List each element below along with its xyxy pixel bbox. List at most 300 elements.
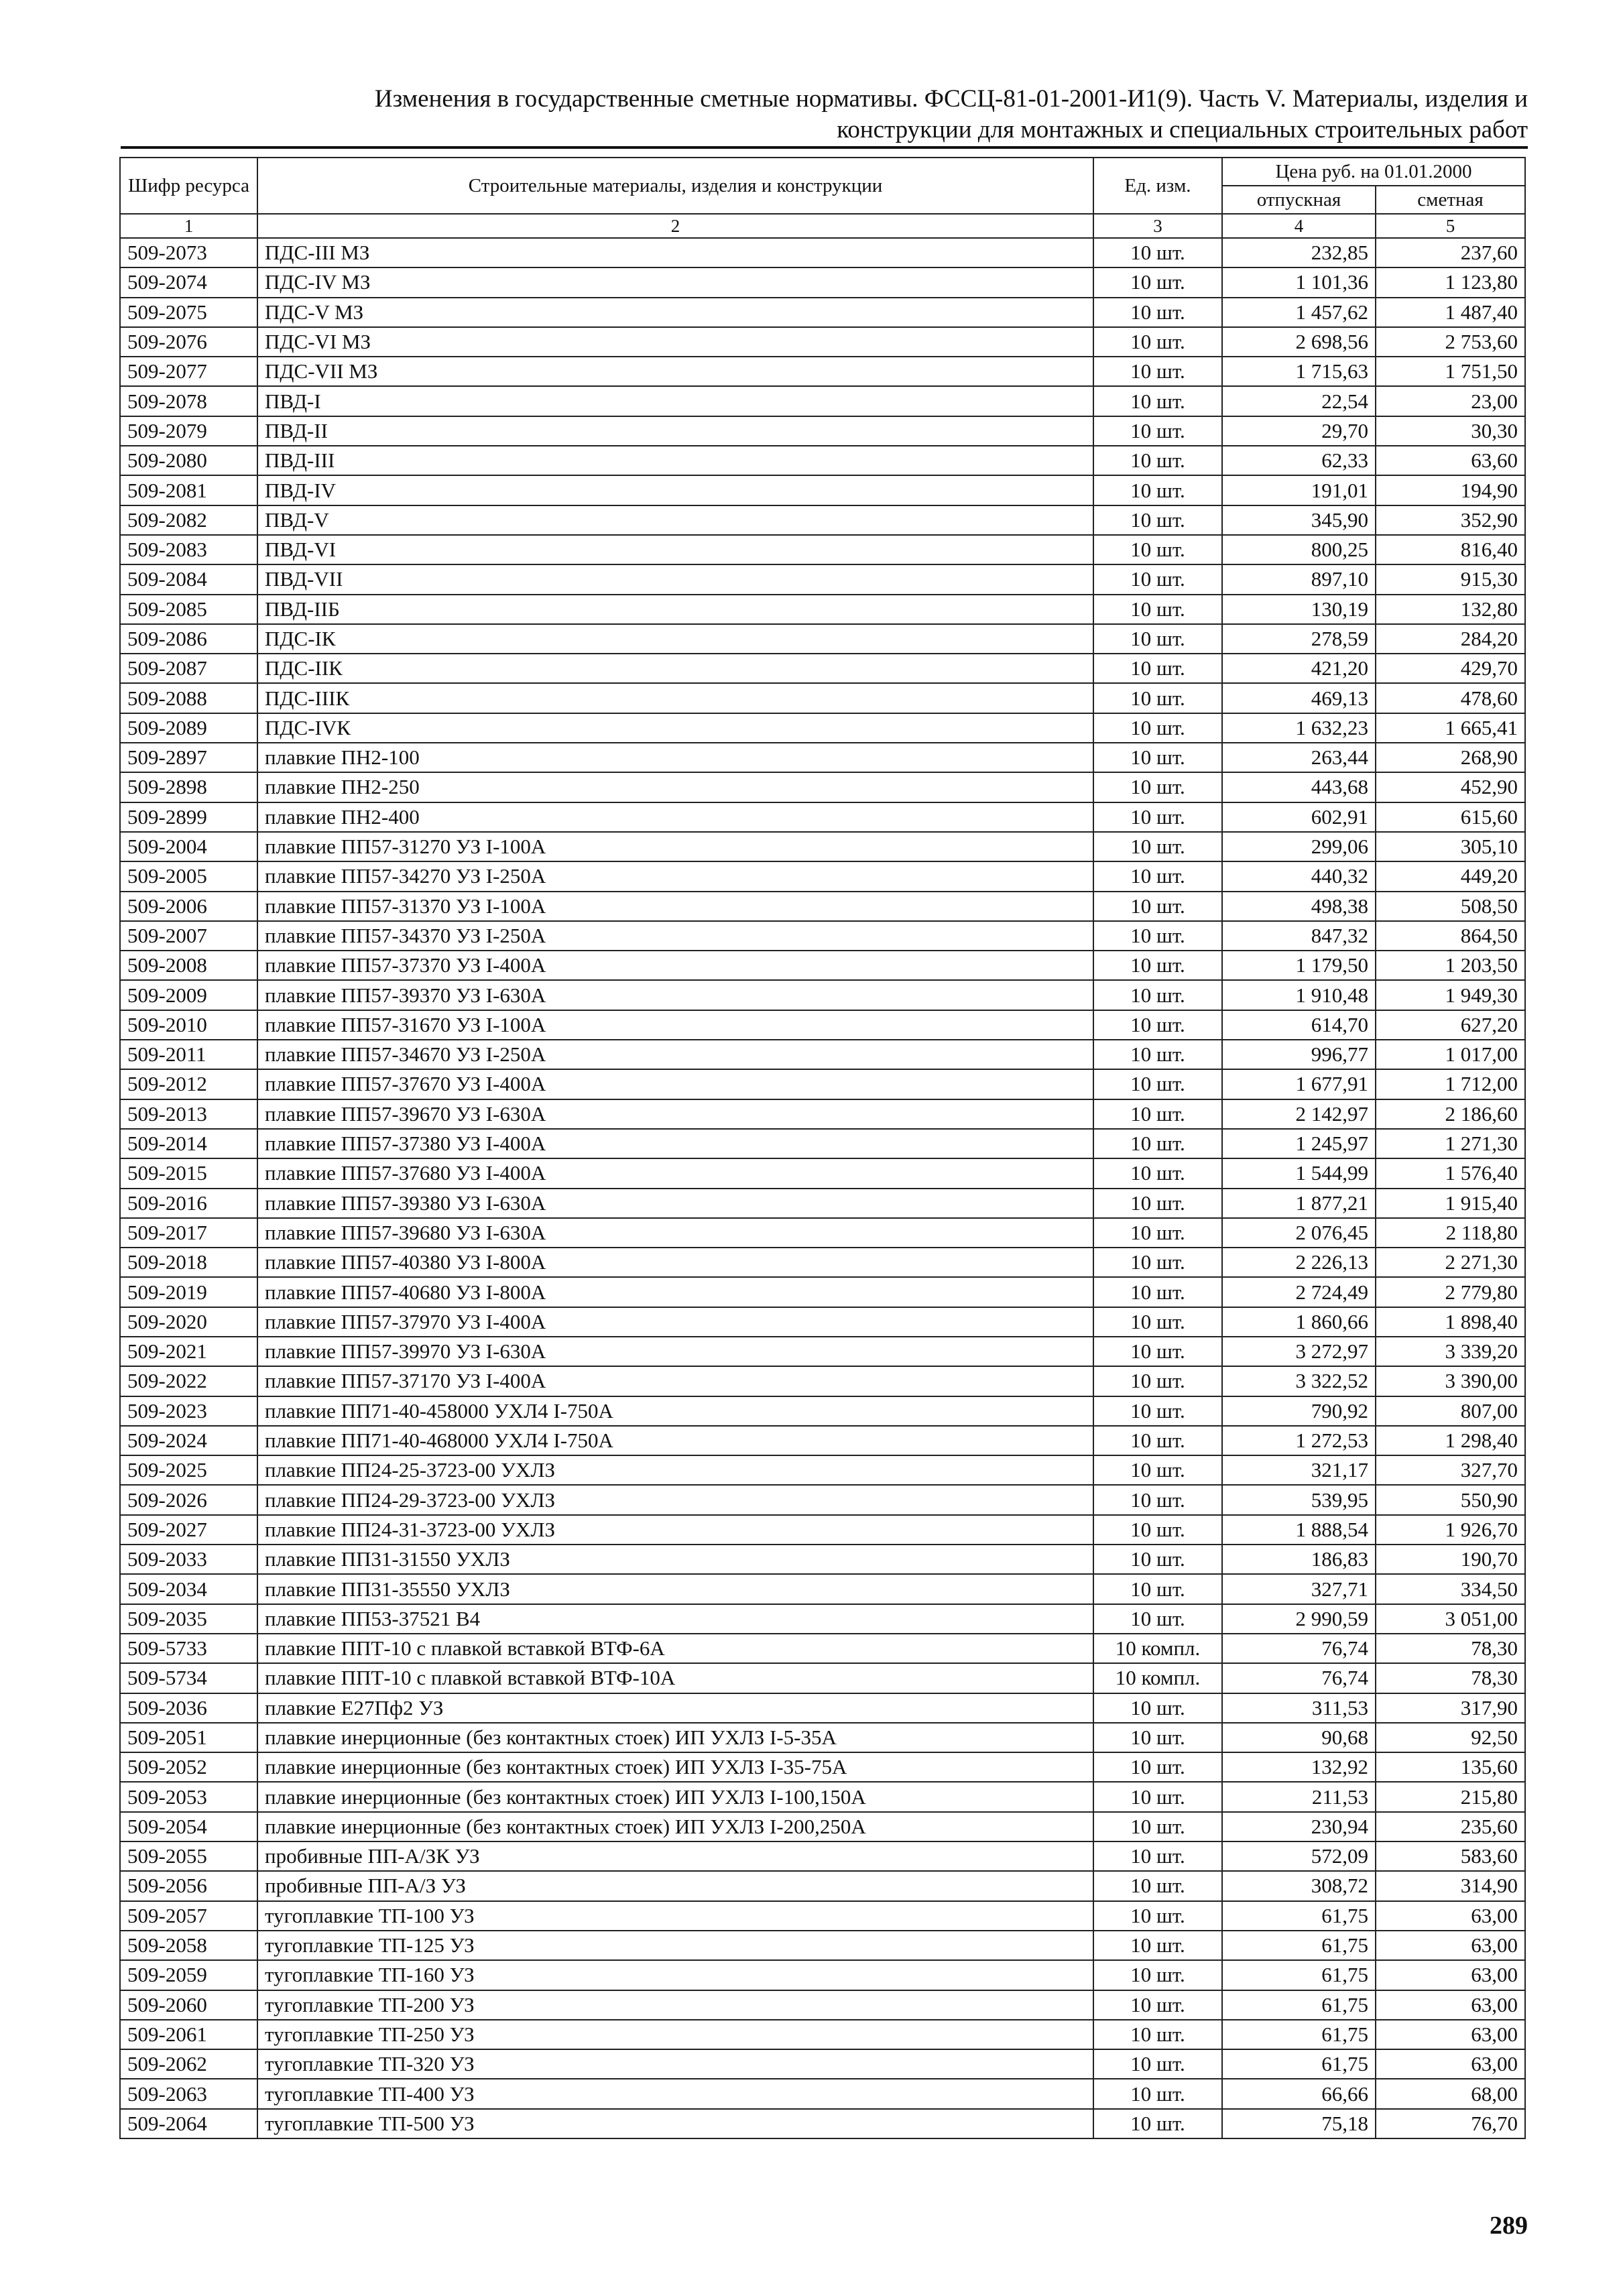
- table-row: [120, 1723, 1525, 1752]
- cell-release-price: 996,77: [1222, 1040, 1376, 1069]
- cell-resource-code: 509-2017: [120, 1218, 257, 1248]
- cell-unit: 10 шт.: [1093, 1396, 1222, 1426]
- cell-material-name: плавкие Е27Пф2 УЗ: [257, 1693, 1093, 1723]
- cell-material-name: плавкие ПП31-31550 УХЛЗ: [257, 1545, 1093, 1574]
- cell-unit: 10 шт.: [1093, 327, 1222, 357]
- cell-unit: 10 шт.: [1093, 267, 1222, 297]
- cell-release-price: 75,18: [1222, 2109, 1376, 2138]
- table-row: [120, 980, 1525, 1010]
- cell-material-name: ПВД-IIБ: [257, 595, 1093, 624]
- cell-resource-code: 509-2086: [120, 624, 257, 654]
- cell-estimate-price: 478,60: [1376, 683, 1525, 713]
- cell-material-name: ПВД-VII: [257, 564, 1093, 594]
- page-header-line-1: Изменения в государственные сметные нормативы. ФССЦ-81-01-2001-И1(9). Часть V. Материалы, изделия и: [374, 85, 1528, 113]
- cell-estimate-price: 2 753,60: [1376, 327, 1525, 357]
- cell-unit: 10 шт.: [1093, 951, 1222, 980]
- cell-material-name: плавкие ПП57-40680 УЗ I-800А: [257, 1277, 1093, 1307]
- cell-estimate-price: 1 926,70: [1376, 1515, 1525, 1545]
- table-row: [120, 683, 1525, 713]
- cell-release-price: 211,53: [1222, 1782, 1376, 1811]
- cell-release-price: 1 677,91: [1222, 1069, 1376, 1099]
- table-row: [120, 1841, 1525, 1871]
- cell-resource-code: 509-2060: [120, 1990, 257, 2020]
- table-row: [120, 505, 1525, 535]
- cell-estimate-price: 268,90: [1376, 743, 1525, 772]
- cell-material-name: ПДС-VII МЗ: [257, 357, 1093, 386]
- cell-release-price: 90,68: [1222, 1723, 1376, 1752]
- cell-resource-code: 509-2021: [120, 1337, 257, 1366]
- cell-resource-code: 509-2085: [120, 595, 257, 624]
- cell-unit: 10 шт.: [1093, 624, 1222, 654]
- cell-release-price: 327,71: [1222, 1574, 1376, 1604]
- cell-material-name: плавкие ПП57-34370 УЗ I-250А: [257, 921, 1093, 951]
- cell-resource-code: 509-2006: [120, 892, 257, 921]
- cell-unit: 10 шт.: [1093, 1990, 1222, 2020]
- cell-unit: 10 шт.: [1093, 861, 1222, 891]
- table-row: [120, 1752, 1525, 1782]
- cell-release-price: 1 457,62: [1222, 298, 1376, 327]
- table-row: [120, 416, 1525, 446]
- cell-material-name: плавкие ПП57-39970 УЗ I-630А: [257, 1337, 1093, 1366]
- cell-estimate-price: 1 949,30: [1376, 980, 1525, 1010]
- cell-material-name: ПВД-IV: [257, 475, 1093, 505]
- cell-estimate-price: 1 915,40: [1376, 1189, 1525, 1218]
- cell-release-price: 443,68: [1222, 772, 1376, 802]
- cell-release-price: 469,13: [1222, 683, 1376, 713]
- cell-estimate-price: 429,70: [1376, 654, 1525, 683]
- cell-material-name: плавкие ПП24-25-3723-00 УХЛЗ: [257, 1455, 1093, 1485]
- cell-unit: 10 шт.: [1093, 238, 1222, 267]
- cell-release-price: 1 877,21: [1222, 1189, 1376, 1218]
- cell-estimate-price: 1 751,50: [1376, 357, 1525, 386]
- cell-estimate-price: 305,10: [1376, 832, 1525, 861]
- cell-release-price: 1 272,53: [1222, 1426, 1376, 1455]
- table-row: [120, 357, 1525, 386]
- cell-unit: 10 шт.: [1093, 1901, 1222, 1931]
- cell-estimate-price: 352,90: [1376, 505, 1525, 535]
- cell-estimate-price: 615,60: [1376, 802, 1525, 832]
- cell-estimate-price: 63,00: [1376, 1901, 1525, 1931]
- table-row: [120, 1931, 1525, 1960]
- cell-material-name: пробивные ПП-А/ЗК УЗ: [257, 1841, 1093, 1871]
- table-row: [120, 1693, 1525, 1723]
- table-row: [120, 535, 1525, 564]
- cell-resource-code: 509-2022: [120, 1366, 257, 1396]
- cell-resource-code: 509-2016: [120, 1189, 257, 1218]
- table-row: [120, 1189, 1525, 1218]
- table-row: [120, 327, 1525, 357]
- cell-release-price: 2 226,13: [1222, 1248, 1376, 1277]
- cell-estimate-price: 68,00: [1376, 2079, 1525, 2108]
- cell-release-price: 2 142,97: [1222, 1099, 1376, 1129]
- cell-resource-code: 509-2052: [120, 1752, 257, 1782]
- cell-release-price: 3 322,52: [1222, 1366, 1376, 1396]
- cell-resource-code: 509-2089: [120, 713, 257, 743]
- cell-unit: 10 шт.: [1093, 1723, 1222, 1752]
- table-row: [120, 892, 1525, 921]
- cell-release-price: 191,01: [1222, 475, 1376, 505]
- cell-resource-code: 509-2024: [120, 1426, 257, 1455]
- table-row: [120, 1307, 1525, 1337]
- page-number: 289: [1490, 2212, 1528, 2240]
- table-row: [120, 564, 1525, 594]
- cell-estimate-price: 3 390,00: [1376, 1366, 1525, 1396]
- cell-estimate-price: 2 118,80: [1376, 1218, 1525, 1248]
- cell-material-name: плавкие ПН2-400: [257, 802, 1093, 832]
- table-row: [120, 1960, 1525, 1990]
- cell-material-name: плавкие ПП53-37521 В4: [257, 1604, 1093, 1634]
- column-header-release-price: отпускная: [1222, 186, 1376, 214]
- cell-unit: 10 шт.: [1093, 1307, 1222, 1337]
- cell-release-price: 66,66: [1222, 2079, 1376, 2108]
- table-row: [120, 1396, 1525, 1426]
- cell-unit: 10 шт.: [1093, 1158, 1222, 1188]
- cell-unit: 10 шт.: [1093, 1574, 1222, 1604]
- cell-unit: 10 шт.: [1093, 1782, 1222, 1811]
- price-table: [119, 157, 1526, 2139]
- cell-estimate-price: 2 271,30: [1376, 1248, 1525, 1277]
- table-row: [120, 802, 1525, 832]
- column-header-code: Шифр ресурса: [120, 158, 257, 214]
- page-header-line-2: конструкции для монтажных и специальных строительных работ: [837, 116, 1528, 143]
- cell-estimate-price: 3 339,20: [1376, 1337, 1525, 1366]
- cell-unit: 10 шт.: [1093, 1604, 1222, 1634]
- cell-release-price: 61,75: [1222, 1901, 1376, 1931]
- table-row: [120, 267, 1525, 297]
- cell-resource-code: 509-2007: [120, 921, 257, 951]
- table-row: [120, 1218, 1525, 1248]
- cell-resource-code: 509-2059: [120, 1960, 257, 1990]
- cell-material-name: ПВД-VI: [257, 535, 1093, 564]
- cell-material-name: плавкие ППТ-10 с плавкой вставкой ВТФ-10А: [257, 1663, 1093, 1693]
- cell-estimate-price: 30,30: [1376, 416, 1525, 446]
- cell-release-price: 29,70: [1222, 416, 1376, 446]
- cell-unit: 10 шт.: [1093, 298, 1222, 327]
- cell-unit: 10 шт.: [1093, 980, 1222, 1010]
- cell-estimate-price: 915,30: [1376, 564, 1525, 594]
- cell-unit: 10 шт.: [1093, 595, 1222, 624]
- cell-estimate-price: 1 576,40: [1376, 1158, 1525, 1188]
- cell-estimate-price: 1 017,00: [1376, 1040, 1525, 1069]
- table-row: [120, 1248, 1525, 1277]
- cell-material-name: ПДС-III МЗ: [257, 238, 1093, 267]
- table-row: [120, 386, 1525, 416]
- cell-material-name: ПДС-IIК: [257, 654, 1093, 683]
- cell-unit: 10 шт.: [1093, 921, 1222, 951]
- cell-resource-code: 509-2063: [120, 2079, 257, 2108]
- cell-release-price: 62,33: [1222, 446, 1376, 475]
- table-row: [120, 921, 1525, 951]
- table-row: [120, 1990, 1525, 2020]
- column-header-unit: Ед. изм.: [1093, 158, 1222, 214]
- cell-release-price: 186,83: [1222, 1545, 1376, 1574]
- table-row: [120, 743, 1525, 772]
- cell-unit: 10 шт.: [1093, 2079, 1222, 2108]
- column-header-price-group: Цена руб. на 01.01.2000: [1222, 158, 1525, 186]
- cell-estimate-price: 132,80: [1376, 595, 1525, 624]
- cell-unit: 10 шт.: [1093, 535, 1222, 564]
- cell-material-name: пробивные ПП-А/З УЗ: [257, 1871, 1093, 1900]
- cell-unit: 10 шт.: [1093, 832, 1222, 861]
- cell-resource-code: 509-2018: [120, 1248, 257, 1277]
- table-body: [120, 238, 1525, 2138]
- cell-estimate-price: 452,90: [1376, 772, 1525, 802]
- cell-material-name: плавкие инерционные (без контактных стоек) ИП УХЛЗ I-200,250А: [257, 1812, 1093, 1841]
- cell-material-name: плавкие ПП31-35550 УХЛЗ: [257, 1574, 1093, 1604]
- table-row: [120, 2049, 1525, 2079]
- cell-material-name: ПДС-IVК: [257, 713, 1093, 743]
- cell-material-name: ПДС-IV МЗ: [257, 267, 1093, 297]
- cell-unit: 10 шт.: [1093, 1069, 1222, 1099]
- cell-estimate-price: 1 712,00: [1376, 1069, 1525, 1099]
- cell-unit: 10 шт.: [1093, 1693, 1222, 1723]
- cell-resource-code: 509-2077: [120, 357, 257, 386]
- cell-estimate-price: 190,70: [1376, 1545, 1525, 1574]
- cell-estimate-price: 1 487,40: [1376, 298, 1525, 327]
- cell-material-name: плавкие ПП24-29-3723-00 УХЛЗ: [257, 1485, 1093, 1514]
- cell-material-name: тугоплавкие ТП-125 УЗ: [257, 1931, 1093, 1960]
- table-row: [120, 1545, 1525, 1574]
- cell-unit: 10 шт.: [1093, 1426, 1222, 1455]
- cell-unit: 10 шт.: [1093, 564, 1222, 594]
- cell-material-name: ПВД-V: [257, 505, 1093, 535]
- cell-unit: 10 шт.: [1093, 2049, 1222, 2079]
- table-row: [120, 713, 1525, 743]
- cell-release-price: 61,75: [1222, 2020, 1376, 2049]
- cell-resource-code: 509-2899: [120, 802, 257, 832]
- cell-resource-code: 509-2014: [120, 1129, 257, 1158]
- cell-material-name: плавкие ПП57-37970 УЗ I-400А: [257, 1307, 1093, 1337]
- cell-material-name: плавкие ПП57-39670 УЗ I-630А: [257, 1099, 1093, 1129]
- cell-material-name: плавкие ПП71-40-458000 УХЛ4 I-750А: [257, 1396, 1093, 1426]
- cell-release-price: 132,92: [1222, 1752, 1376, 1782]
- cell-release-price: 130,19: [1222, 595, 1376, 624]
- cell-unit: 10 шт.: [1093, 1485, 1222, 1514]
- table-row: [120, 1010, 1525, 1040]
- cell-estimate-price: 807,00: [1376, 1396, 1525, 1426]
- table-row: [120, 1366, 1525, 1396]
- cell-material-name: ПВД-III: [257, 446, 1093, 475]
- cell-release-price: 602,91: [1222, 802, 1376, 832]
- cell-resource-code: 509-2053: [120, 1782, 257, 1811]
- cell-release-price: 1 632,23: [1222, 713, 1376, 743]
- cell-release-price: 311,53: [1222, 1693, 1376, 1723]
- cell-unit: 10 шт.: [1093, 1248, 1222, 1277]
- cell-material-name: плавкие инерционные (без контактных стоек) ИП УХЛЗ I-5-35А: [257, 1723, 1093, 1752]
- table-row: [120, 1426, 1525, 1455]
- cell-unit: 10 шт.: [1093, 1455, 1222, 1485]
- cell-resource-code: 509-2019: [120, 1277, 257, 1307]
- cell-estimate-price: 2 779,80: [1376, 1277, 1525, 1307]
- cell-release-price: 847,32: [1222, 921, 1376, 951]
- cell-estimate-price: 1 271,30: [1376, 1129, 1525, 1158]
- cell-release-price: 230,94: [1222, 1812, 1376, 1841]
- cell-resource-code: 509-2055: [120, 1841, 257, 1871]
- cell-material-name: плавкие ПП57-40380 УЗ I-800А: [257, 1248, 1093, 1277]
- cell-resource-code: 509-2074: [120, 267, 257, 297]
- cell-resource-code: 509-2005: [120, 861, 257, 891]
- cell-release-price: 498,38: [1222, 892, 1376, 921]
- table-row: [120, 1455, 1525, 1485]
- cell-estimate-price: 63,00: [1376, 2020, 1525, 2049]
- cell-estimate-price: 63,00: [1376, 1960, 1525, 1990]
- cell-material-name: тугоплавкие ТП-320 УЗ: [257, 2049, 1093, 2079]
- cell-material-name: плавкие ПП57-31670 УЗ I-100А: [257, 1010, 1093, 1040]
- cell-material-name: плавкие ПП57-37380 УЗ I-400А: [257, 1129, 1093, 1158]
- cell-release-price: 61,75: [1222, 1960, 1376, 1990]
- cell-unit: 10 шт.: [1093, 1129, 1222, 1158]
- cell-release-price: 278,59: [1222, 624, 1376, 654]
- cell-unit: 10 шт.: [1093, 416, 1222, 446]
- table-row: [120, 1663, 1525, 1693]
- table-row: [120, 624, 1525, 654]
- cell-estimate-price: 3 051,00: [1376, 1604, 1525, 1634]
- cell-resource-code: 509-2027: [120, 1515, 257, 1545]
- cell-resource-code: 509-2034: [120, 1574, 257, 1604]
- cell-estimate-price: 1 123,80: [1376, 267, 1525, 297]
- cell-resource-code: 509-2023: [120, 1396, 257, 1426]
- cell-unit: 10 шт.: [1093, 2020, 1222, 2049]
- cell-estimate-price: 327,70: [1376, 1455, 1525, 1485]
- cell-release-price: 1 910,48: [1222, 980, 1376, 1010]
- cell-resource-code: 509-2084: [120, 564, 257, 594]
- cell-estimate-price: 92,50: [1376, 1723, 1525, 1752]
- cell-resource-code: 509-2083: [120, 535, 257, 564]
- cell-estimate-price: 2 186,60: [1376, 1099, 1525, 1129]
- table-row: [120, 1277, 1525, 1307]
- cell-material-name: тугоплавкие ТП-250 УЗ: [257, 2020, 1093, 2049]
- cell-estimate-price: 23,00: [1376, 386, 1525, 416]
- cell-material-name: плавкие ПП57-34670 УЗ I-250А: [257, 1040, 1093, 1069]
- column-number: 1: [120, 214, 257, 238]
- cell-unit: 10 компл.: [1093, 1663, 1222, 1693]
- cell-unit: 10 шт.: [1093, 446, 1222, 475]
- cell-release-price: 539,95: [1222, 1485, 1376, 1514]
- cell-unit: 10 шт.: [1093, 386, 1222, 416]
- column-number: 3: [1093, 214, 1222, 238]
- cell-resource-code: 509-2081: [120, 475, 257, 505]
- cell-release-price: 1 179,50: [1222, 951, 1376, 980]
- cell-resource-code: 509-2020: [120, 1307, 257, 1337]
- cell-material-name: тугоплавкие ТП-400 УЗ: [257, 2079, 1093, 2108]
- cell-resource-code: 509-2010: [120, 1010, 257, 1040]
- cell-estimate-price: 334,50: [1376, 1574, 1525, 1604]
- table-row: [120, 832, 1525, 861]
- cell-unit: 10 шт.: [1093, 802, 1222, 832]
- cell-estimate-price: 1 898,40: [1376, 1307, 1525, 1337]
- cell-material-name: плавкие ПН2-250: [257, 772, 1093, 802]
- cell-resource-code: 509-2064: [120, 2109, 257, 2138]
- cell-estimate-price: 63,00: [1376, 1931, 1525, 1960]
- cell-material-name: плавкие ПП57-37680 УЗ I-400А: [257, 1158, 1093, 1188]
- table-row: [120, 1901, 1525, 1931]
- cell-release-price: 2 698,56: [1222, 327, 1376, 357]
- cell-material-name: плавкие ПП57-39370 УЗ I-630А: [257, 980, 1093, 1010]
- cell-estimate-price: 1 665,41: [1376, 713, 1525, 743]
- cell-material-name: ПДС-IК: [257, 624, 1093, 654]
- column-number: 2: [257, 214, 1093, 238]
- cell-release-price: 263,44: [1222, 743, 1376, 772]
- table-row: [120, 1129, 1525, 1158]
- cell-resource-code: 509-2075: [120, 298, 257, 327]
- cell-material-name: тугоплавкие ТП-200 УЗ: [257, 1990, 1093, 2020]
- cell-unit: 10 шт.: [1093, 1040, 1222, 1069]
- table-row: [120, 1782, 1525, 1811]
- table-row: [120, 298, 1525, 327]
- cell-resource-code: 509-2088: [120, 683, 257, 713]
- cell-unit: 10 шт.: [1093, 1752, 1222, 1782]
- cell-estimate-price: 627,20: [1376, 1010, 1525, 1040]
- cell-material-name: плавкие инерционные (без контактных стоек) ИП УХЛЗ I-35-75А: [257, 1752, 1093, 1782]
- table-row: [120, 1871, 1525, 1900]
- cell-unit: 10 шт.: [1093, 1841, 1222, 1871]
- cell-release-price: 421,20: [1222, 654, 1376, 683]
- table-row: [120, 1604, 1525, 1634]
- cell-unit: 10 шт.: [1093, 683, 1222, 713]
- cell-resource-code: 509-2036: [120, 1693, 257, 1723]
- cell-resource-code: 509-2033: [120, 1545, 257, 1574]
- table-row: [120, 1574, 1525, 1604]
- cell-resource-code: 509-2079: [120, 416, 257, 446]
- cell-resource-code: 509-2061: [120, 2020, 257, 2049]
- cell-resource-code: 509-2012: [120, 1069, 257, 1099]
- cell-resource-code: 509-2013: [120, 1099, 257, 1129]
- cell-material-name: плавкие ПП57-39680 УЗ I-630А: [257, 1218, 1093, 1248]
- cell-release-price: 1 101,36: [1222, 267, 1376, 297]
- cell-unit: 10 шт.: [1093, 1871, 1222, 1900]
- cell-release-price: 1 544,99: [1222, 1158, 1376, 1188]
- table-row: [120, 1812, 1525, 1841]
- table-row: [120, 1337, 1525, 1366]
- cell-release-price: 232,85: [1222, 238, 1376, 267]
- table-row: [120, 1515, 1525, 1545]
- cell-unit: 10 шт.: [1093, 2109, 1222, 2138]
- table-row: [120, 2109, 1525, 2138]
- cell-unit: 10 шт.: [1093, 1366, 1222, 1396]
- cell-resource-code: 509-2004: [120, 832, 257, 861]
- cell-unit: 10 шт.: [1093, 1277, 1222, 1307]
- cell-release-price: 1 860,66: [1222, 1307, 1376, 1337]
- cell-estimate-price: 1 298,40: [1376, 1426, 1525, 1455]
- cell-resource-code: 509-5734: [120, 1663, 257, 1693]
- cell-estimate-price: 550,90: [1376, 1485, 1525, 1514]
- cell-unit: 10 компл.: [1093, 1634, 1222, 1663]
- cell-resource-code: 509-2897: [120, 743, 257, 772]
- cell-unit: 10 шт.: [1093, 1812, 1222, 1841]
- cell-unit: 10 шт.: [1093, 772, 1222, 802]
- cell-estimate-price: 583,60: [1376, 1841, 1525, 1871]
- cell-resource-code: 509-2008: [120, 951, 257, 980]
- cell-estimate-price: 215,80: [1376, 1782, 1525, 1811]
- cell-resource-code: 509-2058: [120, 1931, 257, 1960]
- cell-material-name: плавкие ПП57-37170 УЗ I-400А: [257, 1366, 1093, 1396]
- cell-release-price: 2 076,45: [1222, 1218, 1376, 1248]
- cell-resource-code: 509-2080: [120, 446, 257, 475]
- cell-unit: 10 шт.: [1093, 357, 1222, 386]
- cell-resource-code: 509-2009: [120, 980, 257, 1010]
- cell-estimate-price: 508,50: [1376, 892, 1525, 921]
- cell-release-price: 1 715,63: [1222, 357, 1376, 386]
- cell-estimate-price: 78,30: [1376, 1634, 1525, 1663]
- cell-release-price: 572,09: [1222, 1841, 1376, 1871]
- cell-material-name: плавкие ПН2-100: [257, 743, 1093, 772]
- cell-material-name: плавкие ПП24-31-3723-00 УХЛЗ: [257, 1515, 1093, 1545]
- cell-material-name: ПДС-IIIК: [257, 683, 1093, 713]
- cell-resource-code: 509-2082: [120, 505, 257, 535]
- cell-material-name: тугоплавкие ТП-160 УЗ: [257, 1960, 1093, 1990]
- cell-unit: 10 шт.: [1093, 1931, 1222, 1960]
- cell-release-price: 61,75: [1222, 1931, 1376, 1960]
